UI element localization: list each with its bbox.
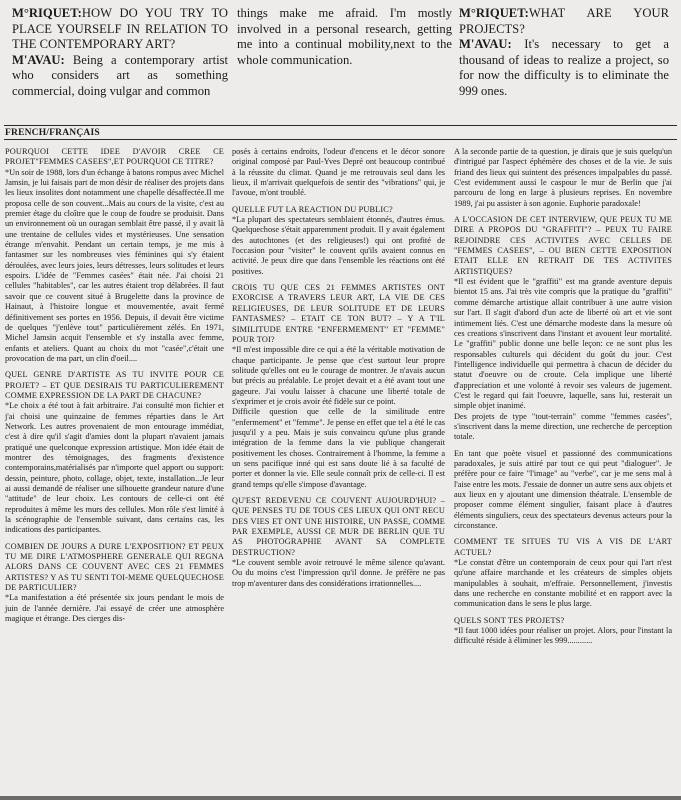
english-answer xyxy=(459,37,669,99)
interview-answer: *Le choix a été tout à fait arbitraire. J'ai consulté mon fichier et j'ai choisi une quinzaine de femmes réparties dans le Art Network. Les autres provenaient de mon entourage immédiat, c'est à dire qu'il s'agit d'amies dont la plupart n'avaient jamais pratiqué une quelconque expression artistique. Mon idée était de montrer des témoignages, des fragments d'existence contemporains,matérialisés par n'importe quel apport ou support: dessin, peinture, photo, collage, objet, texte, installation...Je leur ai aussi demandé de réaliser une silhouette grandeur nature d'une "attitude" de leur choix. Les contours de celle-ci ont été reproduites à même les murs des cellules. Mon rôle s'est limité à la scénographie de l'ensemble suivant, dans certains cas, les indications des participantes. xyxy=(5,401,224,535)
french-column-1 xyxy=(5,147,224,630)
interview-answer: A la seconde partie de ta question, je dirais que je suis quelqu'un d'intrigué par l'aspect éphémère des choses et de la vie. Je suis friand des lieux qui suintent des présences impalpables du passé. C'est evidemment aussi le caspour le mur de Berlin que j'ai parcouru de long en large à plusieurs reprises. En novembre 1989, j'ai pu assister à son agonie. Euphorie paradoxale! xyxy=(454,147,672,208)
interview-answer: posés à certains endroits, l'odeur d'encens et le décor sonore original composé par Paul-Yves Depré ont beaucoup contribué à la réussite du climat. Quand je me retrouvais seul dans les lieux, il m'arrivait quelquefois de sentir des "vibrations" qui, je l'avoue, m'ont troublé. xyxy=(232,147,445,198)
interview-answer: Des projets de type "tout-terrain" comme "femmes casées", s'inscrivent dans la meme direction, une recherche de perception totale. xyxy=(454,411,672,442)
section-label: FRENCH/FRANÇAIS xyxy=(5,128,100,138)
interview-question: QU'EST REDEVENU CE COUVENT AUJOURD'HUI? – QUE PENSES TU DE TOUS CES LIEUX QUI ONT RECU DES VIES ET ONT UNE HISTOIRE, UN PASSE, COMME PAR EXEMPLE, AUSSI CE MUR DE BERLIN QUE TU AS PHOTOGRAPHIE AVANT SA COMPLETE DESTRUCTION? xyxy=(232,496,445,557)
interview-question: QUEL GENRE D'ARTISTE AS TU INVITE POUR CE PROJET? – ET QUE DESIRAIS TU PARTICULIEREMENT COMME EXPRESSION DE LA PART DE CHACUNE? xyxy=(5,370,224,400)
section-divider xyxy=(4,125,677,126)
interview-question: A L'OCCASION DE CET INTERVIEW, QUE PEUX TU ME DIRE A PROPOS DU "GRAFFITI"? – PEUX TU FAIRE REJOINDRE CES ACTIVITES AVEC CELLES DE "FEMMES CASEES", – OU BIEN CETTE EXPOSITION ETAIT ELLE EN RETRAIT DE TES ACTIVITES ARTISTIQUES? xyxy=(454,215,672,276)
interview-answer: *La manifestation a été présentée six jours pendant le mois de juin de l'année dernière. J'ai essayé de créer une atmosphère magique et étrange. Des cierges dis- xyxy=(5,593,224,624)
interview-answer: *Le constat d'être un contemporain de ceux pour qui l'art n'est qu'une affaire marchande et les créateurs de simples objets manipulables à souhait, m'effraie. Personnellement, j'investis dans une recherche en constante mobilité et en rapport avec la communication dans le sens le plus large. xyxy=(454,558,672,609)
answer-text: It's necessary to get a thousand of ideas to realize a project, so for now the difficulty is to eliminate the 999 ones. xyxy=(459,37,669,98)
question-text: WHAT ARE YOUR PROJECTS? xyxy=(459,6,669,36)
interview-answer: En tant que poète visuel et passionné des communications paradoxales, je suis attiré par tout ce qui peut "dialoguer". Je préfère pour ce faire "l'image" au "verbe", car je me sens mal à l'aise entre les mots. J'essaie de donner un autre sens aux objets et aux lieux en y ajoutant une dimension théatrale. L'ensemble de proposer comme élément singulier, faisant place à d'autres éléments singuliers, ceux des spectateurs devenus acteurs pour la circonstance. xyxy=(454,448,672,531)
english-column-2 xyxy=(237,6,452,68)
section-divider xyxy=(4,139,677,140)
french-column-2 xyxy=(232,147,445,595)
interview-question: POURQUOI CETTE IDEE D'AVOIR CREE CE PROJET"FEMMES CASEES",ET POURQUOI CE TITRE? xyxy=(5,147,224,167)
speaker-label: M°RIQUET: xyxy=(459,6,529,20)
interview-answer: Difficile question que celle de la similitude entre "enfermement" et "femme". Je pense en effet que tel a été le cas jusqu'il y a peu. Mais je suis convaincu qu'une plus grande intégration de la femme dans la vie publique changerait positivement les choses. Contrairement à l'homme, la femme a un sens pacifique inné qui est sans doute lié à sa faculté de porter et donner la vie. Elle seule connaît prix de celle-ci. Il est grand temps qu'elle s'impose d'avantage. xyxy=(232,407,445,489)
english-question xyxy=(459,6,669,37)
interview-answer: *Il est évident que le "graffiti" est ma grande aventure depuis bientot 15 ans. J'ai très vite compris que la pratique du "graffiti" comme démarche artistique allait contribuer à une autre vision sur l'art. Il s'agit d'abord d'un acte de liberté où art et vie sont intimement liés. C'est une démarche modeste dans la mesure où ces creations s'inscrivent dans l'instant et avouent leur mortalité. Le "graffiti" public donne une belle leçon: ce ne sont plus les responsables culturels qui décident du goût du jour. C'est l'intelligence individuelle qui permettra à chacun de décider du statut d'oeuvre ou de croute. Cela implique une liberté d'appreciation et une volonté à revoir ses valeurs de jugement. C'est le regard qui fait l'oeuvre, laquelle, sans lui, resterait un simple objet inanimé. xyxy=(454,277,672,411)
answer-text: Being a contemporary artist who considers art as something commercial, doing vulgar and common xyxy=(12,52,228,98)
english-column-1 xyxy=(12,6,228,100)
interview-answer: *La plupart des spectateurs semblaient étonnés, d'autres émus. Quelquechose s'était apparemment produit. Il y avait également des autochtones (et des religieuses!) qui ont profité de l'occasion pour "visiter" le couvent qu'ils avaient connus en activité. Je peux dire que dans l'ensemble les réactions ont été positives. xyxy=(232,215,445,276)
interview-answer: *Un soir de 1988, lors d'un échange à batons rompus avec Michel Jamsin, je lui faisais part de mon désir de réaliser des projets dans les lieux insolites dont notamment une chapelle désaffectée.Il me proposa celle de son couvent...Mais au cours de la visite, c'est au premier étage du cloître que le coup de foudre se produisit. Dans un environnement où un ouragan semblait être passé, il y avait là une trentaine de cellules vides et mystérieuses. Une sensation étrange m'envahit. Pendant un certain temps, je me mis à fantasmer sur les nombreuses vies féminines qui s'y étaient déroulées, avec leurs joies, leurs détresses, leurs solitudes et leurs espoirs. L'idée de "Femmes casées" était née. J'ai choisi 21 cellules "habitables", car les autres étaient trop délabrées. Il faut savoir que ce couvent situé à Brugelette dans la province de Hainaut, à l'histoire longue et mouvementée, avait fermé définitivement ses portes en 1956. Depuis, il devait être victime de quelques "j'enlève tout" particulièrement zélés. En 1971, Michel Jamsin acquit l'ensemble et s'y installa avec femme, enfants et ateliers. Quant au choix du mot "casée",c'était une provocation de ma part, un clin d'oeil.... xyxy=(5,167,224,363)
french-column-3 xyxy=(454,147,672,653)
page-edge-shadow xyxy=(0,796,681,800)
interview-answer: *Le couvent semble avoir retrouvé le même silence qu'avant. Ou du moins c'est l'impression qu'il donne. Je préfère ne pas trop m'aventurer dans des considérations irrationnelles.... xyxy=(232,558,445,588)
interview-question: QUELLE FUT LA REACTION DU PUBLIC? xyxy=(232,204,393,214)
interview-question: CROIS TU QUE CES 21 FEMMES ARTISTES ONT EXORCISE A TRAVERS LEUR ART, LA VIE DE CES RELIGIEUSES, DE LEUR SOLITUDE ET DE LEURS FANTASMES? – ETAIT CE TON BUT? – Y A T'IL SIMILITUDE ENTRE "ENFERMEMENT" ET "FEMME" POUR TOI? xyxy=(232,283,445,344)
interview-answer: *Il m'est impossible dire ce qui a été la véritable motivation de chaque participante. Je pense que c'est surtout leur propre solitude qu'elles ont eu le courage de montrer. Je n'avais aucun but précis au préalable. Le projet devait et a été avant tout une gageure. J'ai voulu laisser à chacune une liberté totale de s'exprimer et je crois avoir été fidèle sur ce point. xyxy=(232,345,445,406)
english-column-3 xyxy=(459,6,669,100)
english-answer xyxy=(12,53,228,100)
english-interview xyxy=(12,6,669,124)
speaker-label: M°RIQUET: xyxy=(12,6,82,20)
interview-question: COMMENT TE SITUES TU VIS A VIS DE L'ART ACTUEL? xyxy=(454,537,672,557)
interview-question: COMBIEN DE JOURS A DURE L'EXPOSITION? ET PEUX TU ME DIRE L'ATMOSPHERE GENERALE QUI REGNA ALORS DANS CE COUVENT AVEC CES 21 FEMMES ARTISTES? Y AS TU SENTI TOI-MEME QUELQUECHOSE DE PARTICULIER? xyxy=(5,541,224,593)
answer-text: things make me afraid. I'm mostly involved in a personal research, getting me into a continual mobility,next to the whole communication. xyxy=(237,6,452,67)
english-question xyxy=(12,6,228,53)
interview-answer: *Il faut 1000 idées pour réaliser un projet. Alors, pour l'instant la difficulté réside à éliminer les 999............ xyxy=(454,626,672,646)
interview-question: QUELS SONT TES PROJETS? xyxy=(454,615,565,625)
speaker-label: M'AVAU: xyxy=(12,52,65,67)
question-text: HOW DO YOU TRY TO PLACE YOURSELF IN RELATION TO THE CONTEMPORARY ART? xyxy=(12,6,228,52)
speaker-label: M'AVAU: xyxy=(459,37,512,52)
